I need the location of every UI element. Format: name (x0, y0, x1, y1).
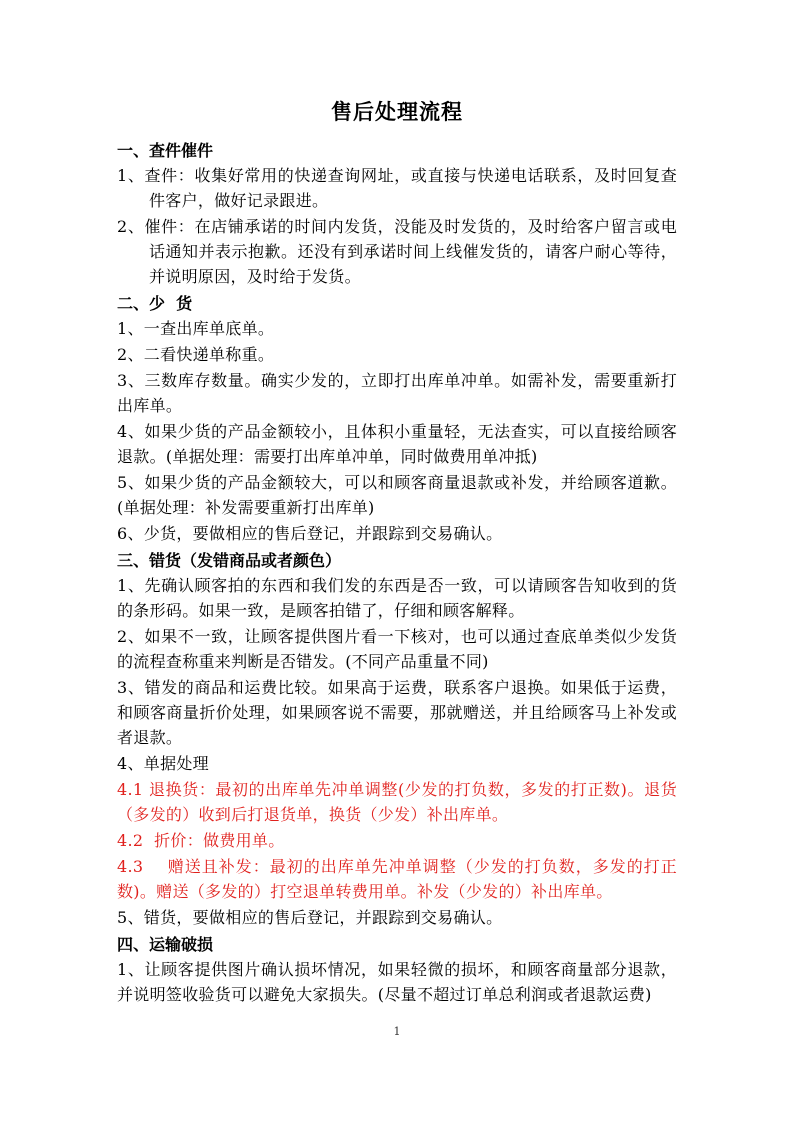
section-heading-4: 四、运输破损 (117, 935, 214, 954)
section-heading-1: 一、查件催件 (117, 141, 214, 160)
paragraph: 2、二看快递单称重。 (117, 345, 275, 364)
document-title: 售后处理流程 (331, 99, 463, 124)
highlighted-paragraph: 4.3 赠送且补发：最初的出库单先冲单调整（少发的打负数，多发的打正数)。赠送（多发的）打空退单转费用单。补发（少发的）补出库单。 (117, 857, 677, 901)
paragraph: 2、如果不一致，让顾客提供图片看一下核对，也可以通过查底单类似少发货的流程查称重来判断是否错发。(不同产品重量不同) (117, 627, 677, 671)
paragraph: 4、如果少货的产品金额较小，且体积小重量轻，无法查实，可以直接给顾客退款。(单据处理：需要打出库单冲单，同时做费用单冲抵) (117, 422, 677, 466)
paragraph: 1、查件：收集好常用的快递查询网址，或直接与快递电话联系，及时回复查件客户，做好记录跟进。 (117, 166, 677, 210)
document-page (117, 98, 677, 1007)
paragraph: 4、单据处理 (117, 754, 209, 773)
paragraph: 1、让顾客提供图片确认损坏情况，如果轻微的损坏，和顾客商量部分退款，并说明签收验货可以避免大家损失。(尽量不超过订单总利润或者退款运费) (117, 960, 677, 1004)
highlighted-paragraph: 4.2 折价：做费用单。 (117, 831, 285, 850)
paragraph: 6、少货，要做相应的售后登记，并跟踪到交易确认。 (117, 524, 503, 543)
paragraph: 5、错货，要做相应的售后登记，并跟踪到交易确认。 (117, 908, 503, 927)
page-number: 1 (393, 1025, 401, 1038)
paragraph: 1、先确认顾客拍的东西和我们发的东西是否一致，可以请顾客告知收到的货的条形码。如果一致，是顾客拍错了，仔细和顾客解释。 (117, 576, 677, 620)
paragraph: 5、如果少货的产品金额较大，可以和顾客商量退款或补发，并给顾客道歉。(单据处理：补发需要重新打出库单) (117, 473, 677, 517)
paragraph: 1、一查出库单底单。 (117, 319, 275, 338)
highlighted-paragraph: 4.1 退换货：最初的出库单先冲单调整(少发的打负数，多发的打正数)。退货（多发的）收到后打退货单，换货（少发）补出库单。 (117, 780, 677, 824)
section-heading-2: 二、少 货 (117, 294, 193, 313)
paragraph: 3、三数库存数量。确实少发的，立即打出库单冲单。如需补发，需要重新打出库单。 (117, 371, 677, 415)
paragraph: 3、错发的商品和运费比较。如果高于运费，联系客户退换。如果低于运费，和顾客商量折价处理，如果顾客说不需要，那就赠送，并且给顾客马上补发或者退款。 (117, 678, 677, 747)
paragraph: 2、催件：在店铺承诺的时间内发货，没能及时发货的，及时给客户留言或电话通知并表示抱歉。还没有到承诺时间上线催发货的，请客户耐心等待，并说明原因，及时给于发货。 (117, 217, 677, 286)
section-heading-3: 三、错货（发错商品或者颜色） (117, 551, 342, 570)
